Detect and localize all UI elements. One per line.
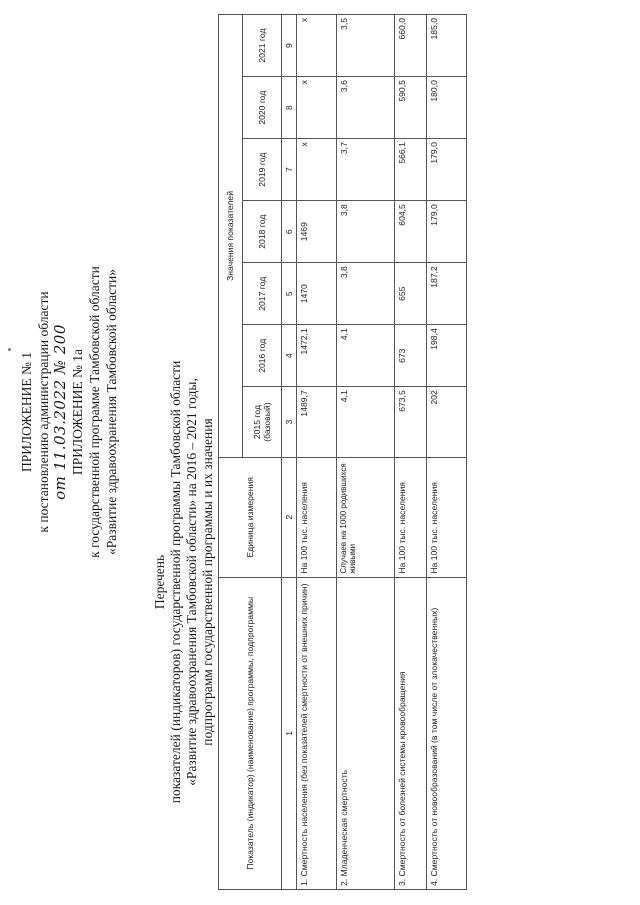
appendix-program-name: «Развитие здравоохранения Тамбовской области» [104, 269, 119, 556]
row-value-2021: 660,0 [395, 15, 427, 77]
row-unit: Случаев на 1000 родившихся живыми [337, 457, 395, 577]
col-number: 9 [282, 15, 297, 77]
header-year-2021: 2021 год [242, 15, 281, 77]
col-number: 7 [282, 139, 297, 201]
row-value-2018: 1469 [297, 201, 337, 263]
header-indicator: Показатель (индикатор) (наименование) программы, подпрограммы [219, 577, 282, 889]
col-number: 5 [282, 263, 297, 325]
header-year-2020: 2020 год [242, 77, 281, 139]
row-unit: На 100 тыс. населения [395, 457, 427, 577]
header-row-numbers [282, 15, 297, 890]
appendix-program-ref: к государственной программе Тамбовской области [87, 266, 102, 558]
table-row [337, 15, 395, 890]
header-year-2018: 2018 год [242, 201, 281, 263]
row-value-2017: 655 [395, 263, 427, 325]
header-year-2017: 2017 год [242, 263, 281, 325]
appendix-sub-title: ПРИЛОЖЕНИЕ № 1а [70, 348, 85, 476]
appendix-decree-date: от 11.03.2022 № 200 [51, 324, 69, 500]
row-value-2015: 673,5 [395, 387, 427, 458]
row-value-2015: 4,1 [337, 387, 395, 458]
row-value-2017: 3,8 [337, 263, 395, 325]
row-value-2019: 566,1 [395, 139, 427, 201]
row-value-2017: 187,2 [427, 263, 467, 325]
row-value-2019: 179,0 [427, 139, 467, 201]
table-row [427, 15, 467, 890]
row-value-2017: 1470 [297, 263, 337, 325]
row-value-2020: 590,5 [395, 77, 427, 139]
col-number: 8 [282, 77, 297, 139]
row-unit: На 100 тыс. населения [427, 457, 467, 577]
row-value-2019: х [297, 139, 337, 201]
row-indicator: 4. Смертность от новообразований (в том числе от злокачественных) [427, 577, 467, 889]
col-number: 4 [282, 325, 297, 387]
row-value-2018: 179,0 [427, 201, 467, 263]
row-value-2021: 3,5 [337, 15, 395, 77]
row-value-2016: 198,4 [427, 325, 467, 387]
appendix-title: ПРИЛОЖЕНИЕ № 1 [19, 351, 34, 473]
header-values-group: Значения показателей [219, 15, 243, 458]
row-value-2015: 202 [427, 387, 467, 458]
header-year-2016: 2016 год [242, 325, 281, 387]
row-value-2016: 673 [395, 325, 427, 387]
header-unit: Единица измерения [219, 457, 282, 577]
row-value-2020: х [297, 77, 337, 139]
col-number: 2 [282, 457, 297, 577]
title-line-3: «Развитие здравоохранения Тамбовской области» на 2016 – 2021 годы, [184, 378, 199, 786]
row-value-2016: 1472,1 [297, 325, 337, 387]
row-indicator: 2. Младенческая смертность [337, 577, 395, 889]
appendix-decree-ref: к постановлению администрации области [36, 291, 51, 533]
header-row-1 [219, 15, 243, 890]
header-year-2019: 2019 год [242, 139, 281, 201]
row-value-2016: 4,1 [337, 325, 395, 387]
appendix-header [18, 52, 120, 772]
table-row [395, 15, 427, 890]
row-indicator: 3. Смертность от болезней системы кровообращения [395, 577, 427, 889]
row-value-2021: 185,0 [427, 15, 467, 77]
indicators-table [218, 14, 467, 890]
rotated-sheet [0, 12, 640, 892]
row-value-2018: 3,8 [337, 201, 395, 263]
row-value-2018: 604,5 [395, 201, 427, 263]
row-indicator: 1. Смертность населения (без показателей смертности от внешних причин) [297, 577, 337, 889]
row-unit: На 100 тыс. населения [297, 457, 337, 577]
col-number: 6 [282, 201, 297, 263]
header-year-2015: 2015 год (базовый) [242, 387, 281, 458]
title-line-1: Перечень [152, 554, 167, 610]
col-number: 3 [282, 387, 297, 458]
row-value-2019: 3,7 [337, 139, 395, 201]
title-line-2: показателей (индикаторов) государственной программы Тамбовской области [168, 360, 183, 804]
document-title [152, 302, 216, 862]
row-value-2015: 1489,7 [297, 387, 337, 458]
row-value-2021: х [297, 15, 337, 77]
table-row [297, 15, 337, 890]
title-line-4: подпрограмм государственной программы и их значения [200, 418, 215, 746]
col-number: 1 [282, 577, 297, 889]
row-value-2020: 3,6 [337, 77, 395, 139]
row-value-2020: 180,0 [427, 77, 467, 139]
